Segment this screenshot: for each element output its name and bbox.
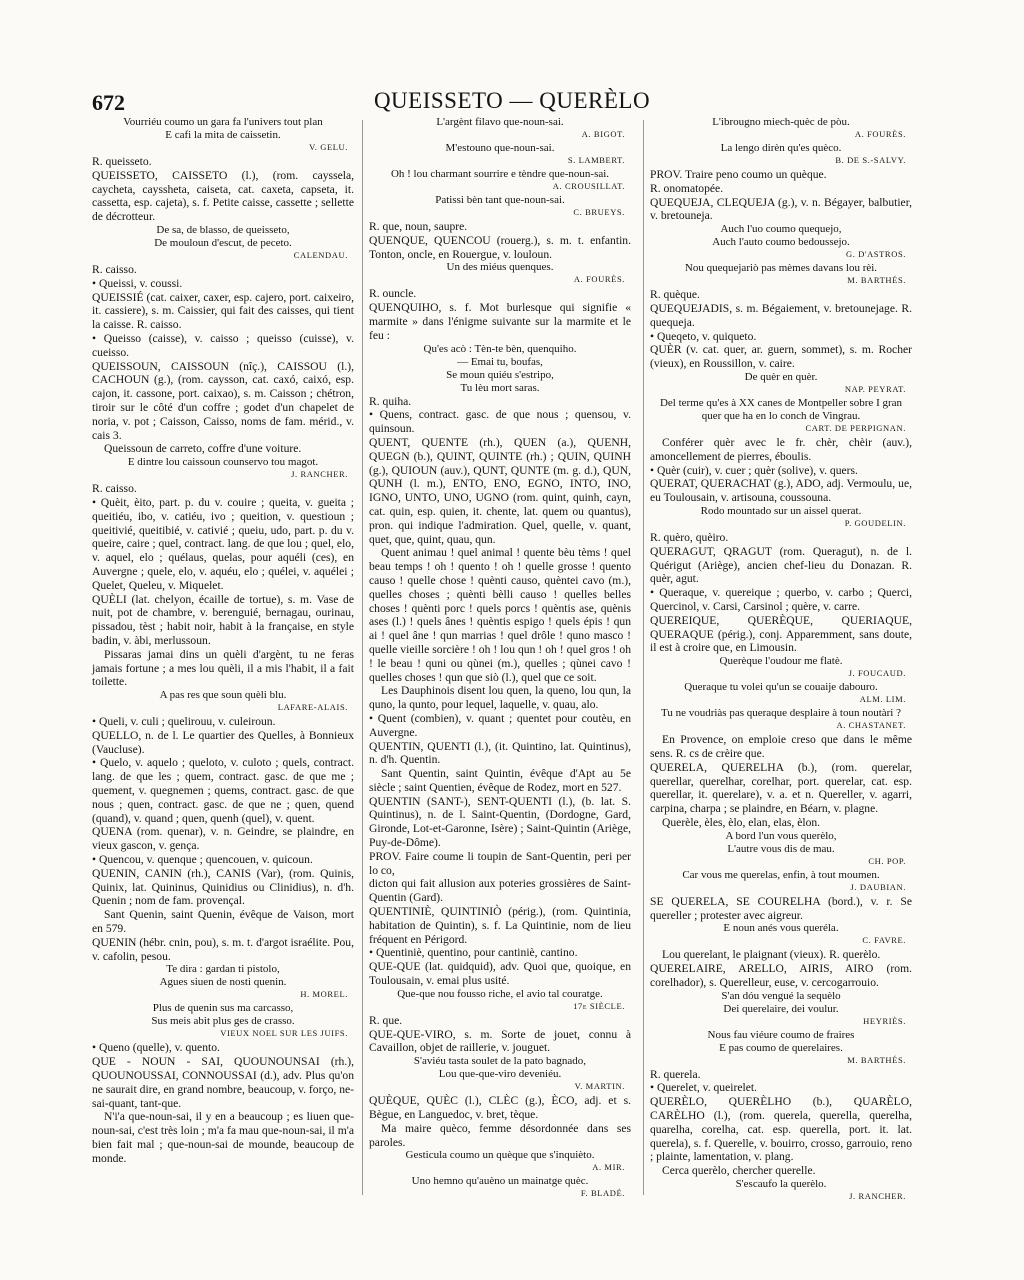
quotation-line: Queraque tu volei qu'un se couaije dabouro. [684,681,878,694]
entry-paragraph: • Quens, contract. gasc. de que nous ; quensou, v. quinsoun. [369,408,631,436]
quotation-line: E pas coumo de querelaires. [719,1041,843,1054]
entry-paragraph: R. onomatopée. [650,181,724,195]
quotation-line: — Emai tu, boufas, [457,355,543,368]
quotation-line: L'argènt filavo que-noun-sai. [436,116,564,128]
entry-paragraph: R. quèro, quèiro. [650,530,729,544]
entry-paragraph: QUENA (rom. quenar), v. n. Geindre, se plaindre, en vieux gascon, v. gença. [92,825,354,853]
entry-paragraph: Les Dauphinois disent lou quen, la queno, lou qun, la quno, la qunto, pour lequel, laquelle, v. quau, alo. [369,684,631,712]
quotation-source: C. FAVRE. [862,935,906,946]
entry-paragraph: • Queli, v. culi ; quelirouu, v. culeiroun. [92,715,276,729]
entry-paragraph: R. quiha. [369,394,412,408]
entry-paragraph: QUÈR (v. cat. quer, ar. guern, sommet), s. m. Rocher (vieux), en Roussillon, v. caire. [650,343,912,371]
quotation-source: M. BARTHÉS. [847,1054,906,1065]
quotation-source: P. GOUDELIN. [844,517,906,528]
entry-paragraph: QUENIN, CANIN (rh.), CANIS (Var), (rom. Quinis, Quinix, lat. Quininus, Quinidius ou Clinidius), n. d'h. Quenin ; nom de fam. provençal. [92,866,354,908]
quotation-line: La lengo dirèn qu'es quèco. [720,142,842,154]
entry-paragraph: N'i'a que-noun-sai, il y en a beaucoup ; es liuen que-noun-sai, c'est très loin ; m'a fa mau que-noun-sai, il m'a bien fait mal ; que-noun-sai de mounde, beaucoup de monde. [92,1110,354,1165]
entry-paragraph: • Quèr (cuir), v. cuer ; quèr (solive), v. quers. [650,463,858,477]
quotation-line: Nous fau viéure coumo de fraires [707,1028,855,1041]
quotation-source: CART. DE PERPIGNAN. [805,422,906,433]
quotation-line: M'estouno que-noun-sai. [445,142,555,154]
quotation-source: A. FOURÈS. [573,274,625,285]
quotation-line: L'ibrougno miech-quèc de pòu. [712,116,850,128]
quotation-source: H. MOREL. [300,989,348,1000]
quotation-source: J. RANCHER. [291,469,348,480]
entry-paragraph: Conférer quèr avec le fr. chèr, chèir (auv.), amoncellement de pierres, éboulis. [650,435,912,463]
entry-paragraph: R. caisso. [92,262,137,276]
quotation-line: Querèque l'oudour me flatè. [719,655,843,668]
quotation-source: J. DAUBIAN. [850,881,906,892]
quotation-source: C. BRUEYS. [573,207,625,217]
quotation-line: Tu ne voudriàs pas queraque desplaire à toun noutàri ? [660,707,901,720]
entry-paragraph: QUEISSETO, CAISSETO (l.), (rom. cayssela, caycheta, cayssheta, caiseta, cat. caxeta, capseta, it. cassetta, esp. cajeta), s. f. Petite caisse, cassette ; sellette de décrotteur. [92,168,354,224]
quotation-source: V. MARTIN. [574,1081,625,1092]
entry-paragraph: QUEQUEJADIS, s. m. Bégaiement, v. bretounejage. R. quequeja. [650,301,912,329]
quotation-source: J. RANCHER. [849,1191,906,1202]
quotation-source: M. BARTHÉS. [847,275,906,286]
page-number: 672 [92,90,125,115]
quotation-line: S'aviéu tasta soulet de la pato bagnado, [413,1055,587,1068]
quotation-line: Dei querelaire, dei voulur. [723,1002,839,1015]
entry-paragraph: QUENTIN, QUENTI (l.), (it. Quintino, lat. Quintinus), n. d'h. Quentin. [369,739,631,767]
quotation-source: NAP. PEYRAT. [844,383,906,394]
entry-paragraph: • Quencou, v. quenque ; quencouen, v. quicoun. [92,853,313,867]
quotation-source: 17e SIÈCLE. [573,1000,625,1011]
entry-paragraph: QUENIN (hébr. cnin, pou), s. m. t. d'argot israélite. Pou, v. cafolin, pesou. [92,935,354,963]
column-divider [643,120,644,1195]
entry-paragraph: Cerca querèlo, chercher querelle. [662,1164,816,1178]
quotation-line: Sus meis abit plus ges de crasso. [151,1015,295,1028]
quotation-line: De quèr en quèr. [744,370,818,383]
entry-paragraph: QUERAT, QUERACHAT (g.), ADO, adj. Vermoulu, ue, eu Toulousain, v. artisouna, coussouna. [650,477,912,505]
quotation-line: E cafi la mita de caissetin. [165,129,281,141]
entry-paragraph: QUÈQUE, QUÈC (l.), CLÈC (g.), ÈCO, adj. et s. Bègue, en Languedoc, v. bret, tèque. [369,1094,631,1122]
quotation-line: E dintre lou caissoun counservo tou magot. [127,456,319,469]
quotation-line: Vourriéu coumo un gara fa l'univers tout plan [123,116,323,128]
entry-paragraph: QUENTIN (SANT-), SENT-QUENTI (l.), (b. lat. S. Quintinus), n. de l. Saint-Quentin, (Dordogne, Gard, Gironde, Lot-et-Garonne, Isère) ; Saint-Quintin (Ariège, Puy-de-Dôme). [369,794,631,850]
entry-paragraph: • Queqeto, v. quiqueto. [650,329,757,343]
quotation-source: HEYRIÈS. [863,1015,906,1026]
entry-paragraph: QUE-QUE-VIRO, s. m. Sorte de jouet, connu à Cavaillon, objet de raillerie, v. jouguet. [369,1027,631,1055]
entry-paragraph: dicton qui fait allusion aux poteries grossières de Saint-Quentin (Gard). [369,877,631,905]
entry-paragraph: Queissoun de carreto, coffre d'une voiture. [104,442,302,456]
quotation-line: S'an dóu vengué la sequèlo [721,989,841,1002]
entry-paragraph: • Quent (combien), v. quant ; quentet pour coutèu, en Auvergne. [369,711,631,739]
entry-paragraph: QUENTINIÈ, QUINTINIÒ (périg.), (rom. Quintinia, habitation de Quintin), s. f. La Quintinie, nom de lieu fréquent en Périgord. [369,905,631,946]
quotation-source: ALM. LIM. [859,694,906,705]
quotation-line: Te dira : gardan ti pistolo, [166,963,280,976]
quotation-source: B. DE S.-SALVY. [835,155,906,165]
quotation-line: Gesticula coumo un quèque que s'inquièto. [405,1149,595,1162]
quotation-line: E noun anés vous queréla. [723,922,839,935]
quotation-source: CALENDAU. [293,249,348,260]
quotation-source: A. CHASTANET. [836,720,906,731]
quotation-source: CH. POP. [868,855,906,866]
entry-paragraph: Sant Quentin, saint Quintin, évêque d'Apt au 5e siècle ; saint Quentien, évêque de Rodez, mort en 527. [369,767,631,794]
entry-paragraph: SE QUERELA, SE COURELHA (bord.), v. r. Se quereller ; protester avec aigreur. [650,894,912,922]
entry-paragraph: QUEISSOUN, CAISSOUN (nîç.), CAISSOU (l.), CACHOUN (g.), (rom. caysson, cat. caxó, caixó, esp. cajon, it. cassone, port. caixao), s. m. Caisson ; chétron, tiroir sur le côté d'un coffre ; godet d'un chapelet de noria, v. pot ; Caisson, Caisso, noms de fam. mérid., v. cais 3. [92,359,354,442]
entry-paragraph: • Quentiniè, quentino, pour cantiniè, cantino. [369,946,578,960]
quotation-source: VIEUX NOEL SUR LES JUIFS. [220,1028,348,1039]
quotation-line: Plus de quenin sus ma carcasso, [152,1002,294,1015]
entry-paragraph: Ma maire quèco, femme désordonnée dans ses paroles. [369,1121,631,1149]
entry-paragraph: R. ouncle. [369,287,417,301]
entry-paragraph: QUE - NOUN - SAI, QUOUNOUNSAI (rh.), QUOUNOUSSAI, CONNOUSSAI (d.), adv. Plus qu'on ne saurait dire, en grand nombre, beaucoup, v. forço, ne-sai-quant, tant-que. [92,1055,354,1110]
column-divider [362,120,363,1195]
entry-paragraph: QUERELAIRE, ARELLO, AIRIS, AIRO (rom. corelhador), s. Querelleur, euse, v. cercogarrouio. [650,962,912,989]
entry-paragraph: • Quelo, v. aquelo ; queloto, v. culoto ; quels, contract. lang. de que les ; quem, contract. gasc. de que me ; quement, v. quegnemen ; quems, contract. gasc. de que nous ; quen, contract. gasc. de que ne ; quen, quend (quand), v. quand ; quen, quenh (quel), v. quent. [92,756,354,825]
entry-paragraph: R. que. [369,1013,403,1027]
entry-paragraph: • Quèit, èito, part. p. du v. couire ; queita, v. gueita ; queitiéu, ibo, v. catiéu, ivo ; queition, v. questioun ; queitivié, queitibié, v. cativié ; queiu, udo, part. p. du v. queire, caire ; quel, contract. lang. de que lou ; quel, elo, v. aquel, elo ; quélaus, quelas, pour aquéli (ces), en Auvergne ; quele, elo, v. aquéu, elo ; quélei, v. aquélei ; Quelet, Queleu, v. Miquelet. [92,495,354,592]
quotation-line: Agues siuen de nosti quenin. [159,976,287,989]
entry-paragraph: QUEQUEJA, CLEQUEJA (g.), v. n. Bégayer, balbutier, v. bretouneja. [650,195,912,223]
quotation-line: Tu lèu mort saras. [460,381,540,394]
entry-paragraph: Lou querelant, le plaignant (vieux). R. querèlo. [662,948,881,962]
entry-paragraph: QUENT, QUENTE (rh.), QUEN (a.), QUENH, QUEGN (b.), QUINT, QUINTE (rh.) ; QUIN, QUINH (g.), QUIOUN (auv.), QUNT, QUNTE (m. g. d.), QUN, QUNH (l. m.), ENTO, ENO, EGNO, INTO, INO, IGNO, UNTO, UNO, UGNO (rom. quint, quinh, cayn, cat. quin, esp. quien, it. chente, lat. quem ou quantus), pron. qui indique l'admiration. Quel, quelle, v. quant, quet, que, quint, quau, qun. [369,435,631,546]
quotation-line: L'autre vous dis de mau. [727,842,835,855]
quotation-line: Un des miéus quenques. [446,261,554,274]
column-right [650,116,912,1204]
entry-paragraph: QUENQUIHO, s. f. Mot burlesque qui signifie « marmite » dans l'énigme suivante sur la marmite et le feu : [369,301,631,342]
entry-paragraph: QUEREIQUE, QUERÈQUE, QUERIAQUE, QUERAQUE (périg.), conj. Apparemment, sans doute, il est à croire que, en Limousin. [650,613,912,655]
quotation-line: Oh ! lou charmant sourrire e tèndre que-noun-sai. [390,168,610,180]
quotation-line: A bord l'un vous querèlo, [725,829,837,842]
quotation-line: Del terme qu'es à XX canes de Montpeller sobre I gran quer que ha en lo conch de Vingrau. [659,396,903,422]
entry-paragraph: QUERAGUT, QRAGUT (rom. Queragut), n. de l. Quérigut (Ariège), ancien chef-lieu du Donazan. R. quèr, agut. [650,544,912,586]
entry-paragraph: • Queissi, v. coussi. [92,276,183,290]
page-title: QUEISSETO — QUERÈLO [373,88,651,113]
entry-paragraph: QUERELA, QUERELHA (b.), (rom. querelar, querellar, querelhar, corelhar, port. querelar, cat. esp. querellar, it. querelare), v. a. et n. Quereller, v. agarri, carpina, charpa ; se plaindre, en Béarn, v. plagne. [650,760,912,816]
quotation-line: Uno hemno qu'auèno un mainatge quèc. [411,1175,589,1188]
quotation-line: Que-que nou fousso riche, el avio tal couratge. [397,987,603,1000]
entry-paragraph: QUENQUE, QUENCOU (rouerg.), s. m. t. enfantin. Tonton, oncle, en Rouergue, v. louloun. [369,233,631,261]
entry-paragraph: PROV. Faire coume li toupin de Sant-Quentin, peri per lo co, [369,849,631,877]
quotation-source: A. CROUSILLAT. [552,181,625,191]
entry-paragraph: Pissaras jamai dins un quèli d'argènt, tu ne feras jamais fortune ; a mes lou quèli, il a mis l'habit, il a fait toilette. [92,647,354,689]
quotation-source: S. LAMBERT. [567,155,625,165]
quotation-line: Nou quequejariò pas mèmes davans lou rèi. [684,262,878,275]
quotation-source: V. GELU. [309,142,348,152]
quotation-source: J. FOUCAUD. [848,668,906,679]
quotation-line: S'escaufo la querèlo. [735,1178,827,1191]
entry-paragraph: QUELLO, n. de l. Le quartier des Quelles, à Bonnieux (Vaucluse). [92,728,354,756]
entry-paragraph: R. caisso. [92,482,137,496]
quotation-line: Car vous me querelas, enfin, à tout moumen. [682,868,880,881]
quotation-source: A. BIGOT. [581,129,625,139]
quotation-line: Patissi bèn tant que-noun-sai. [435,194,565,206]
quotation-source: F. BLADÉ. [580,1188,625,1199]
entry-paragraph: QUERÈLO, QUERÈLHO (b.), QUARÈLO, CARÈLHO (l.), (rom. querela, querella, querelha, quarelha, corelha, cat. esp. querella, port. it. lat. querela), s. f. Querelle, v. bouirro, crosso, garrouio, reno ; plainte, lamentation, v. plang. [650,1095,912,1164]
entry-paragraph: • Queno (quelle), v. quento. [92,1041,220,1055]
quotation-line: De mouloun d'escut, de peceto. [154,236,292,249]
entry-paragraph: R. quèque. [650,288,700,302]
entry-paragraph: QUE-QUE (lat. quidquid), adv. Quoi que, quoique, en Toulousain, v. emai plus usité. [369,960,631,988]
quotation-line: Auch l'auto coumo bedoussejo. [712,236,850,249]
quotation-line: De sa, de blasso, de queisseto, [156,223,290,236]
entry-paragraph: En Provence, on emploie creso que dans le même sens. R. cs de crèire que. [650,733,912,760]
quotation-source: A. FOURÈS. [854,129,906,139]
entry-paragraph: Querèle, èles, èlo, elan, elas, èlon. [662,815,821,829]
quotation-line: Rodo mountado sur un aissel querat. [700,504,862,517]
entry-paragraph: • Querelet, v. queirelet. [650,1081,757,1095]
entry-paragraph: R. querela. [650,1067,701,1081]
column-middle [369,116,631,1201]
quotation-line: A pas res que soun quèli blu. [159,689,287,702]
entry-paragraph: R. queisseto. [92,155,152,168]
entry-paragraph: QUEISSIÉ (cat. caixer, caxer, esp. cajero, port. caixeiro, it. cassiere), s. m. Caissier, qui fait des caisses, qui tient la caisse. R. caisso. [92,290,354,332]
quotation-line: Qu'es acò : Tèn-te bèn, quenquiho. [423,342,577,355]
quotation-source: G. D'ASTROS. [846,249,906,260]
quotation-line: Lou que-que-viro deveniéu. [438,1068,562,1081]
quotation-line: Se moun quiéu s'estripo, [446,368,554,381]
entry-paragraph: Quent animau ! quel animal ! quente bèu tèms ! quel beau temps ! oh ! quento ! oh ! quelle grosse ! quento causo ! quelle chose ! quènti causo, quèntei cavo (m.), quelles choses ; quènti bèlli causo ! quelles belles choses ! quènti porc ! quels porcs ! quèntis ase, quènis ases (l.) ! quels ânes ! quèntis espigo ! quels épis ! qun ai ! quel âne ! qun marrias ! quel drôle ! quno masco ! quelle vieille sorcière ! oh ! lou qun ! oh ! quel gros ! oh ! le beau ! quni ou qùnei (m.), quelles ; qùnei cavo ! quelles choses ! qun que siò (l.), quel que ce soit. [369,546,631,684]
entry-paragraph: • Queraque, v. quereique ; querbo, v. carbo ; Querci, Quercinol, v. Carsi, Carsinol ; quère, v. carre. [650,586,912,613]
entry-paragraph: QUÈLI (lat. chelyon, écaille de tortue), s. m. Vase de nuit, pot de chambre, v. berenguié, bernagau, ourinau, pissadou, tèst ; habit noir, habit à la française, en style badin, v. àbi, merlussoun. [92,592,354,647]
entry-paragraph: PROV. Traire peno coumo un quèque. [650,168,827,181]
quotation-source: LAFARE-ALAIS. [277,702,348,713]
entry-paragraph: R. que, noun, saupre. [369,220,468,233]
entry-paragraph: Sant Quenin, saint Quenin, évêque de Vaison, mort en 579. [92,908,354,936]
quotation-line: Auch l'uo coumo quequejo, [720,223,842,236]
entry-paragraph: • Queisso (caisse), v. caisso ; queisso (cuisse), v. cueisso. [92,331,354,359]
quotation-source: A. MIR. [592,1162,625,1173]
column-left [92,116,354,1166]
